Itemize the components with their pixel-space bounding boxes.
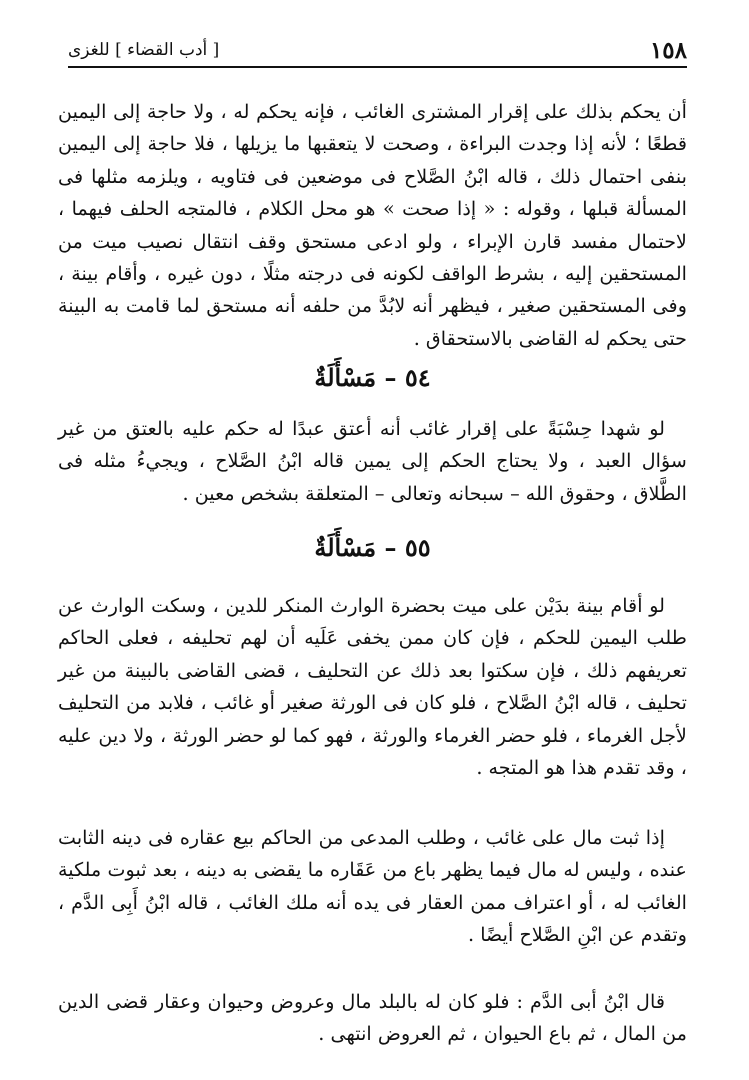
paragraph-issue-55: لو أقام بينة بدَيْن على ميت بحضرة الوارث المنكر للدين ، وسكت الوارث عن طلب اليمين للحكم ، فإن كان ممن يخفى عَلَيه أن لهم تحليفه ، فعلى الحاكم تعريفهم ذلك ، فإن سكتوا بعد ذلك عن التحليف ، قضى القاضى بالبينة من غير تحليف ، قاله ابْنُ الصَّلاح ، فلو كان فى الورثة صغير أو غائب ، فلابد من التحليف لأجل الغرماء ، فلو حضر الغرماء والورثة ، فهو كما لو حضر الورثة ، ولا دين عليه ، وقد تقدم هذا هو المتجه . [58,594,687,780]
section-heading-55: ٥٥ – مَسْأَلَةٌ [314,533,431,562]
running-title: [ أدب القضاء ] للغزى [68,40,220,60]
paragraph-continuation: أن يحكم بذلك على إقرار المشترى الغائب ، فإنه يحكم له ، ولا حاجة إلى اليمين قطعًا ؛ لأنه إذا وجدت البراءة ، وصحت لا يتعقبها ما يزيلها ، فلا حاجة إلى اليمين بنفى احتمال ذلك ، قاله ابْنُ الصَّلاح فى موضعين فى فتاويه ، ويلزمه مثلها فى المسألة قبلها ، وقوله : « إذا صحت » هو محل الكلام ، فالمتجه الحلف فيهما ، لاحتمال مفسد قارن الإبراء ، ولو ادعى مستحق وقف انتقال نصيب ميت من المستحقين إليه ، بشرط الواقف لكونه فى درجته مثلًا ، دون غيره ، وأقام بينة ، وفى المستحقين صغير ، فيظهر أنه لابُدَّ من حلفه أنه مستحق لما قامت به البينة حتى يحكم له القاضى بالاستحقاق . [58,100,687,350]
page-header [68,30,687,70]
paragraph-ibn-abi-al-dam: قال ابْنُ أبى الدَّم : فلو كان له بالبلد مال وعروض وحيوان وعقار قضى الدين من المال ، ثم باع الحيوان ، ثم العروض انتهى . [58,990,687,1046]
page-number: ١٥٨ [649,36,687,64]
header-rule [68,66,687,68]
paragraph-absent-debtor: إذا ثبت مال على غائب ، وطلب المدعى من الحاكم بيع عقاره فى دينه الثابت عنده ، وليس له مال فيما يظهر باع من عَقَاره ما يقضى به دينه ، بعد ثبوت ملكية الغائب له ، أو اعتراف ممن العقار فى يده أنه ملك الغائب ، قاله ابْنُ أَبِى الدَّم ، وتقدم عن ابْنِ الصَّلاح أيضًا . [58,826,687,947]
section-heading-54: ٥٤ – مَسْأَلَةٌ [314,363,431,392]
paragraph-issue-54: لو شهدا حِسْبَةً على إقرار غائب أنه أعتق عبدًا له حكم عليه بالعتق من غير سؤال العبد ، ولا يحتاج الحكم إلى يمين قاله ابْنُ الصَّلاح ، ويجيءُ مثله فى الطَّلاق ، وحقوق الله – سبحانه وتعالى – المتعلقة بشخص معين . [58,417,687,505]
